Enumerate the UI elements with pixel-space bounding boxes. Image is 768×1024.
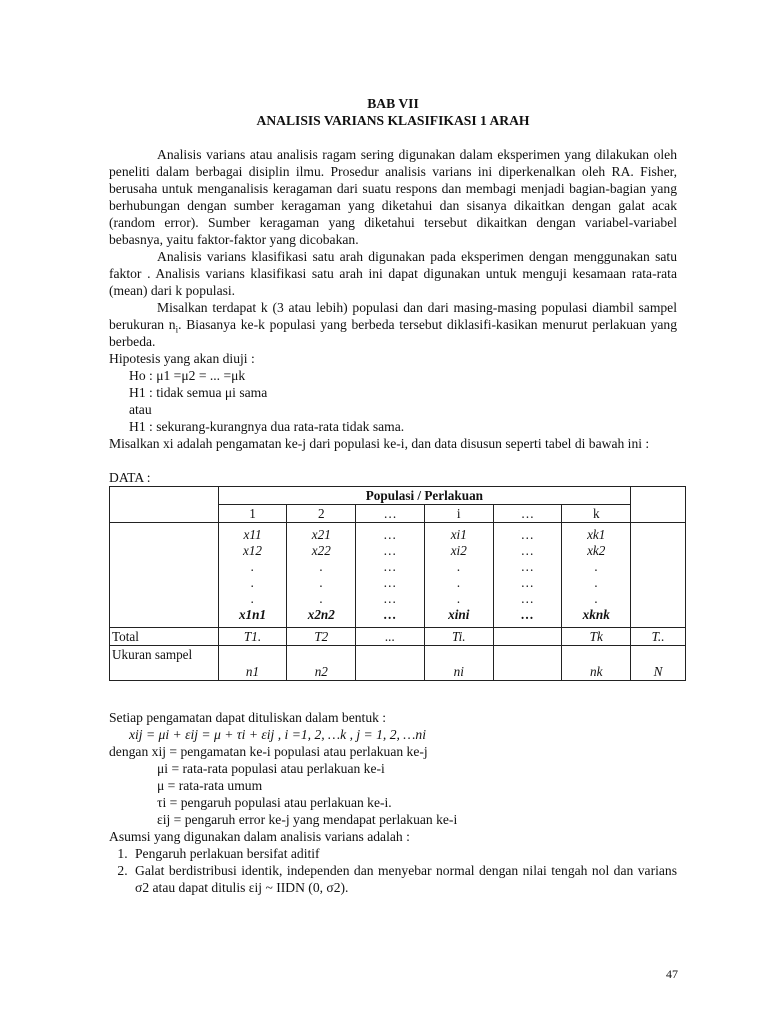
total-cell: Tk	[562, 628, 631, 646]
table-cell: …	[384, 543, 396, 558]
definition-mu: μ = rata-rata umum	[157, 778, 263, 793]
table-cell: …	[520, 607, 535, 622]
table-cell: .	[457, 591, 461, 606]
table-cell: x1n1	[238, 607, 267, 622]
model-equation: xij = μi + εij = μ + τi + εij , i =1, 2, …k , j = 1, 2, …ni	[129, 727, 426, 742]
hypothesis-h1b: H1 : sekurang-kurangnya dua rata-rata tidak sama.	[129, 419, 405, 434]
table-cell: …	[521, 543, 534, 558]
table-cell: …	[521, 527, 534, 542]
table-cell: …	[384, 575, 396, 590]
table-data-column	[287, 523, 356, 628]
definition-mu-i: μi = rata-rata populasi atau perlakuan ke-i	[157, 761, 385, 776]
table-cell: .	[250, 559, 255, 574]
table-data-column	[356, 523, 425, 628]
table-cell: xi1	[450, 527, 467, 542]
sample-size-cell: n2	[287, 646, 356, 681]
table-header: Populasi / Perlakuan	[218, 487, 631, 505]
hypothesis-h0: Ho : μ1 =μ2 = ... =μk	[129, 368, 246, 383]
table-cell: xk2	[587, 543, 606, 558]
page-number: 47	[666, 967, 678, 981]
table-cell: .	[319, 591, 323, 606]
model-definition: dengan xij = pengamatan ke-i populasi atau perlakuan ke-j	[109, 744, 428, 759]
table-cell: …	[521, 559, 534, 574]
list-item: 1. Pengaruh perlakuan bersifat aditif	[131, 845, 677, 862]
table-column-header: k	[562, 505, 631, 523]
paragraph-2: Analisis varians klasifikasi satu arah digunakan pada eksperimen dengan menggunakan satu faktor . Analisis varians klasifikasi satu arah ini dapat digunakan untuk menguji kesamaan rata-rata (mean) dari k populasi.	[109, 249, 677, 298]
paragraph-3: Misalkan terdapat k (3 atau lebih) populasi dan dari masing-masing populasi diambil sampel berukuran $n_i$. Biasanya ke-k populasi yang berbeda tersebut diklasifi-kasikan menurut perlakuan yang berbeda.	[109, 300, 677, 349]
definition-tau: τi = pengaruh populasi atau perlakuan ke-i.	[157, 795, 392, 810]
chapter-title: ANALISIS VARIANS KLASIFIKASI 1 ARAH	[256, 113, 530, 128]
table-cell: .	[319, 575, 323, 590]
table-cell: …	[384, 559, 396, 574]
table-cell: x11	[243, 527, 262, 542]
sample-size-cell: nk	[562, 646, 631, 681]
hypothesis-or: atau	[129, 402, 152, 417]
table-data-column	[218, 523, 287, 628]
table-cell: …	[521, 591, 534, 606]
total-cell: Ti.	[424, 628, 493, 646]
table-cell: x22	[311, 543, 331, 558]
table-cell: .	[457, 559, 461, 574]
chapter-label: BAB VII	[367, 96, 419, 111]
table-data-column	[424, 523, 493, 628]
table-cell: .	[250, 591, 255, 606]
table-cell: x12	[242, 543, 263, 558]
total-label: Total	[110, 628, 219, 646]
table-cell: xk1	[587, 527, 606, 542]
table-cell: x21	[311, 527, 331, 542]
table-cell: .	[457, 575, 461, 590]
assumptions-intro: Asumsi yang digunakan dalam analisis varians adalah :	[109, 829, 410, 844]
paragraph-1: Analisis varians atau analisis ragam sering digunakan dalam eksperimen yang dilakukan oleh peneliti dalam berbagai disiplin ilmu. Prosedur analisis varians ini diperkenalkan oleh RA. Fisher, berusaha untuk menganalisis keragaman dari suatu respons dan membagi menjadi bagian-bagian yang berhubungan dengan sumber keragaman yang diketahui dan sisanya dikaitkan dengan galat acak (random error). Sumber keragaman yang diketahui tersebut dikaitkan dengan variabel-variabel bebasnya, yaitu faktor-faktor yang dicobakan.	[109, 147, 677, 247]
definition-epsilon: εij = pengaruh error ke-j yang mendapat perlakuan ke-i	[157, 812, 458, 827]
table-data-column	[493, 523, 562, 628]
table-cell: .	[250, 575, 255, 590]
sample-size-cell	[493, 646, 562, 681]
sample-size-cell: N	[631, 646, 686, 681]
table-cell: .	[594, 591, 598, 606]
data-table	[109, 486, 686, 681]
list-item: 2. Galat berdistribusi identik, independen dan menyebar normal dengan nilai tengah nol dan varians σ2 atau dapat ditulis εij ~ IIDN (0, σ2).	[131, 862, 677, 896]
assumptions-list	[109, 845, 677, 896]
sample-size-cell	[356, 646, 425, 681]
total-cell: ...	[356, 628, 425, 646]
hypothesis-intro: Hipotesis yang akan diuji :	[109, 351, 255, 366]
data-label: DATA :	[109, 470, 151, 485]
hypothesis-h1a: H1 : tidak semua μi sama	[129, 385, 268, 400]
table-cell: xini	[448, 607, 470, 622]
table-data-column	[562, 523, 631, 628]
table-cell: xknk	[582, 607, 610, 622]
table-column-header: …	[356, 505, 425, 523]
total-cell	[493, 628, 562, 646]
table-column-header: 1	[218, 505, 287, 523]
total-cell: T2	[287, 628, 356, 646]
page-body	[109, 95, 677, 896]
total-cell: T..	[631, 628, 686, 646]
table-cell: .	[319, 559, 323, 574]
sample-size-label: Ukuran sampel	[110, 646, 219, 681]
table-cell: .	[594, 559, 598, 574]
total-cell: T1.	[218, 628, 287, 646]
sample-size-cell: ni	[424, 646, 493, 681]
table-cell: …	[383, 607, 397, 622]
table-cell: …	[521, 575, 534, 590]
table-cell: xi2	[450, 543, 467, 558]
table-column-header: 2	[287, 505, 356, 523]
table-cell: …	[384, 591, 396, 606]
table-cell: …	[384, 527, 396, 542]
table-cell: x2n2	[307, 607, 335, 622]
table-column-header: i	[424, 505, 493, 523]
table-cell: .	[594, 575, 598, 590]
table-column-header: …	[493, 505, 562, 523]
model-intro: Setiap pengamatan dapat dituliskan dalam bentuk :	[109, 710, 387, 725]
paragraph-4: Misalkan xi adalah pengamatan ke-j dari populasi ke-i, dan data disusun seperti tabel di bawah ini :	[109, 436, 650, 451]
sample-size-cell: n1	[218, 646, 287, 681]
